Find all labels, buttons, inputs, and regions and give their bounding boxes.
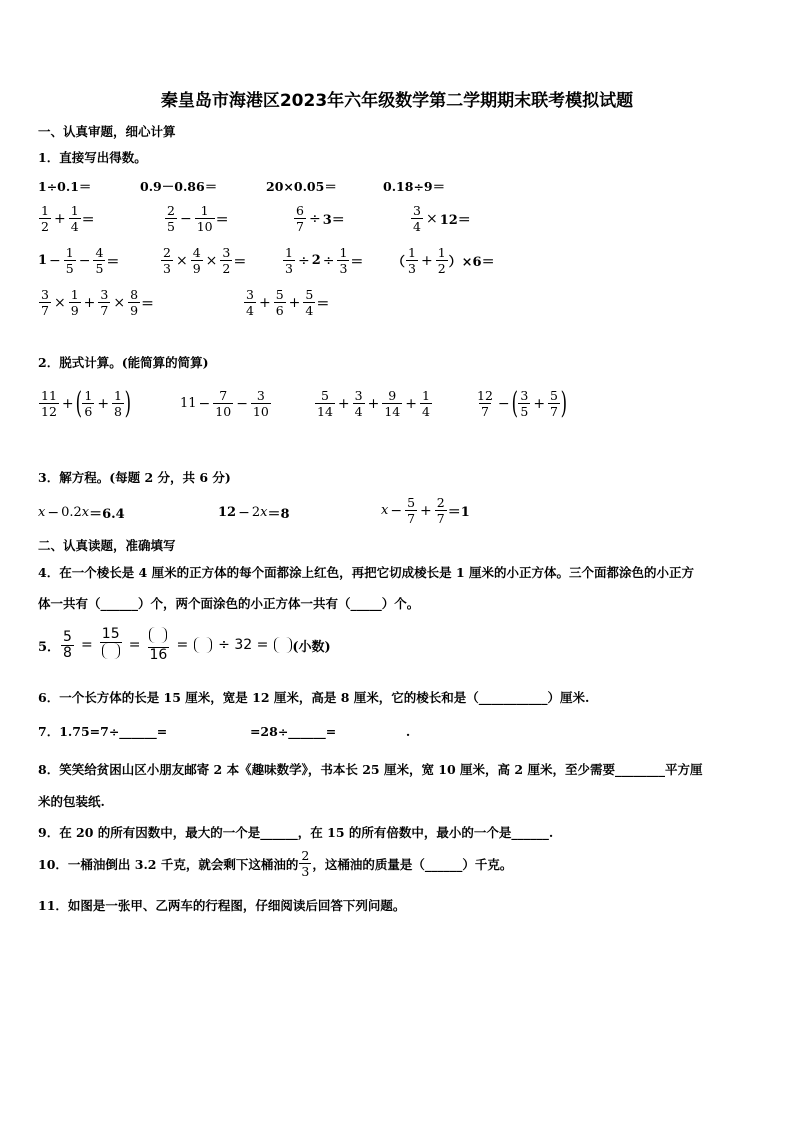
q3-eq-2: 12 − 2 x ＝8 [218,504,290,522]
q1-heading: 1．直接写出得数。 [38,150,147,165]
q1-expr-row3-a: 1 − $\frac{1}{5}$ − $\frac{4}{5}$ ＝ [38,245,120,276]
q5-suffix: (小数) [292,639,331,655]
q10-text-a: 10．一桶油倒出 3.2 千克，就会剩下这桶油的 [38,856,299,872]
q2-heading: 2．脱式计算。(能简算的简算) [38,355,209,370]
section-2-heading: 二、认真读题，准确填写 [38,538,176,553]
q7-text: 7．1.75=7÷______= =28÷______= . [38,724,411,739]
q1-expr-row2-a: $\frac{1}{2}$ + $\frac{1}{4}$ ＝ [41,203,95,234]
q1-expr-row4-a: $\frac{3}{7}$ × $\frac{1}{9}$ + $\frac{3}{7}$ × $\frac{8}{9}$ ＝ [41,287,155,318]
q6-text: 6．一个长方体的长是 15 厘米，宽是 12 厘米，高是 8 厘米，它的棱长和是（___________）厘米. [38,690,590,705]
q1-item-4: 0.18÷9＝ [383,179,446,194]
q4-line-2: 体一共有（______）个，两个面涂色的小正方体一共有（_____）个。 [38,596,420,611]
q1-item-2: 0.9－0.86＝ [140,179,218,194]
q10-line: 10．一桶油倒出 3.2 千克，就会剩下这桶油的 $\frac{2}{3}$ ，这桶油的质量是（______）千克。 [38,848,513,879]
q1-expr-row2-b: $\frac{2}{5}$ − $\frac{1}{10}$ ＝ [167,203,229,234]
q4-line-1: 4．在一个棱长是 4 厘米的正方体的每个面都涂上红色，再把它切成棱长是 1 厘米的小正方体。三个面都涂色的小正方 [38,565,695,580]
q9-text: 9．在 20 的所有因数中，最大的一个是______，在 15 的所有倍数中，最小的一个是______. [38,825,554,840]
q1-expr-row3-c: $\frac{1}{3}$ ÷ 2 ÷ $\frac{1}{3}$ ＝ [285,245,364,276]
q1-item-1: 1÷0.1＝ [38,179,92,194]
q3-eq-1: x − 0.2 x ＝6.4 [38,504,125,522]
q1-item-3: 20×0.05＝ [266,179,337,194]
q1-expr-row2-d: $\frac{3}{4}$ × 12＝ [413,203,471,234]
q1-expr-row4-b: $\frac{3}{4}$ + $\frac{5}{6}$ + $\frac{5}{4}$ ＝ [246,287,330,318]
q2-expr-4: $\frac{12}{7}$ − ( $\frac{3}{5}$ + $\frac{5}{7}$ ) [477,385,568,421]
section-1-heading: 一、认真审题，细心计算 [38,124,176,139]
q1-expr-row3-b: $\frac{2}{3}$ × $\frac{4}{9}$ × $\frac{3}{2}$ ＝ [163,245,247,276]
q8-line-1: 8．笑笑给贫困山区小朋友邮寄 2 本《趣味数学》，书本长 25 厘米，宽 10 厘米，高 2 厘米，至少需要________平方厘 [38,762,703,777]
q2-expr-3: $\frac{5}{14}$ + $\frac{3}{4}$ + $\frac{9}{14}$ + $\frac{1}{4}$ [317,388,430,419]
q1-expr-row2-c: $\frac{6}{7}$ ÷ 3＝ [296,203,345,234]
q11-text: 11．如图是一张甲、乙两车的行程图，仔细阅读后回答下列问题。 [38,898,406,913]
q2-expr-2: 11 − $\frac{7}{10}$ − $\frac{3}{10}$ [180,388,269,419]
q5-expression: 5． $\frac{5}{8}$ = 15 = 16 = ÷ 32 = (小数) [38,626,331,663]
q3-eq-3: x − $\frac{5}{7}$ + $\frac{2}{7}$ ＝1 [381,495,470,526]
q2-expr-1: $\frac{11}{12}$ + ( $\frac{1}{6}$ + $\frac{1}{8}$ ) [41,385,132,421]
q1-expr-row3-d: （ $\frac{1}{3}$ + $\frac{1}{2}$ ）×6＝ [392,245,495,276]
q5-number: 5． [38,639,61,655]
q10-text-b: ，这桶油的质量是（______）千克。 [312,856,513,872]
q3-heading: 3．解方程。(每题 2 分，共 6 分) [38,470,231,485]
q8-line-2: 米的包装纸. [38,794,105,809]
page-title: 秦皇岛市海港区2023年六年级数学第二学期期末联考模拟试题 [160,91,634,111]
